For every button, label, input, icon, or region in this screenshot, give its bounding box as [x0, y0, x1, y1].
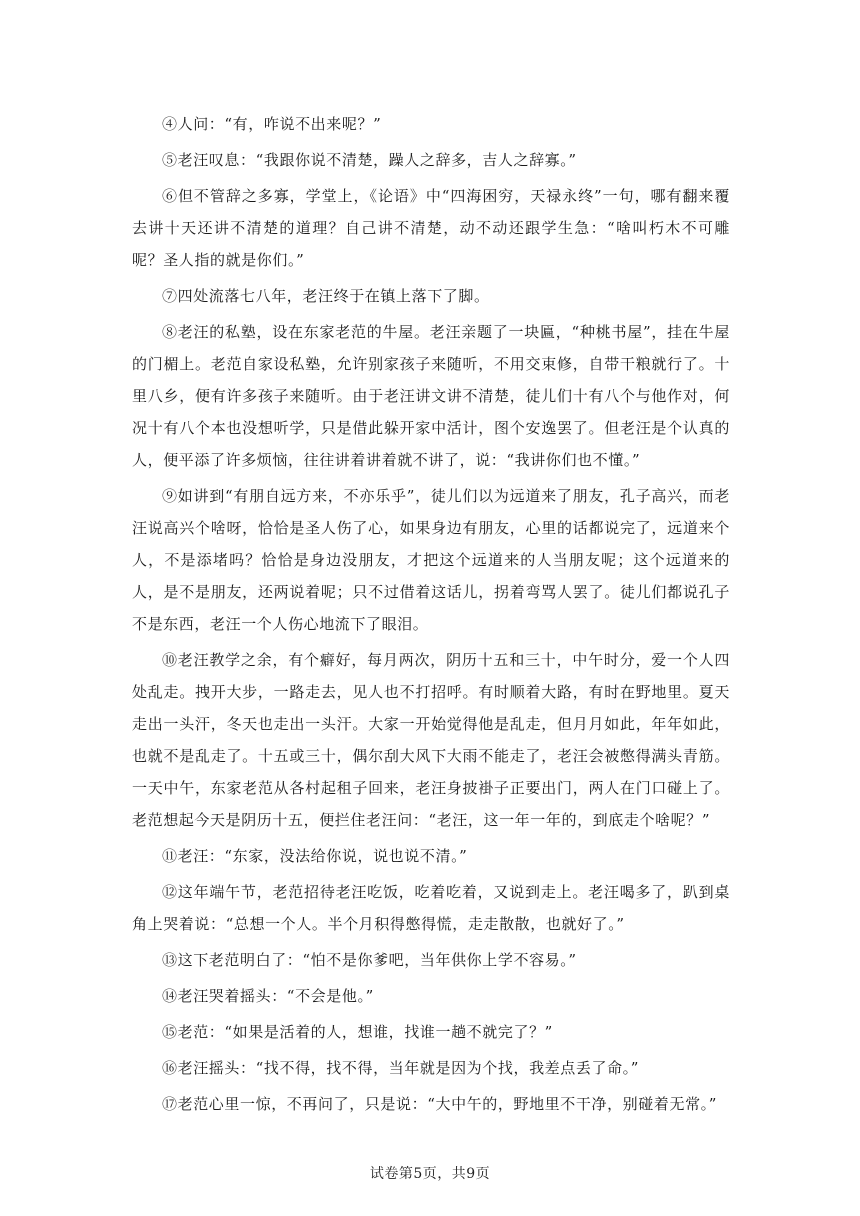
- paragraph-11: ⑪老汪：“东家，没法给你说，说也说不清。”: [162, 847, 468, 865]
- paragraph-17: ⑰老范心里一惊，不再问了，只是说：“大中午的，野地里不干净，别碰着无常。”: [162, 1095, 718, 1113]
- paragraph-14: ⑭老汪哭着摇头：“不会是他。”: [162, 987, 374, 1005]
- paragraph-13: ⑬这下老范明白了：“怕不是你爹吧，当年供你上学不容易。”: [162, 951, 577, 969]
- paragraph-10: ⑩老汪教学之余，有个癖好，每月两次，阴历十五和三十，中午时分，爱一个人四处乱走。拽开大步，一路走去，见人也不打招呼。有时顺着大路，有时在野地里。夏天走出一头汗，冬天也走出一头汗。大家一开始觉得他是乱走，但月月如此，年年如此，也就不是乱走了。十五或三十，偶尔刮大风下大雨不能走了，老汪会被憋得满头青筋。一天中午，东家老范从各村起租子回来，老汪身披褂子正要出门，两人在门口碰上了。老范想起今天是阴历十五，便拦住老汪问：“老汪，这一年一年的，到底走个啥呢？”: [132, 651, 730, 829]
- paragraph-5: ⑤老汪叹息：“我跟你说不清楚，躁人之辞多，吉人之辞寡。”: [162, 151, 577, 169]
- page-footer: 试卷第5页，共9页: [369, 1166, 491, 1182]
- paragraph-7: ⑦四处流落七八年，老汪终于在镇上落下了脚。: [162, 287, 490, 305]
- paragraph-4: ④人问：“有，咋说不出来呢？”: [162, 115, 382, 133]
- paragraph-16: ⑯老汪摇头：“找不得，找不得，当年就是因为个找，我差点丢了命。”: [162, 1059, 640, 1077]
- paragraph-9: ⑨如讲到“有朋自远方来，不亦乐乎”，徒儿们以为远道来了朋友，孔子高兴，而老汪说高兴个啥呀，恰恰是圣人伤了心，如果身边有朋友，心里的话都说完了，远道来个人，不是添堵吗？恰恰是身边没朋友，才把这个远道来的人当朋友呢；这个远道来的人，是不是朋友，还两说着呢；只不过借着这话儿，拐着弯骂人罢了。徒儿们都说孔子不是东西，老汪一个人伤心地流下了眼泪。: [132, 487, 730, 633]
- paragraph-8: ⑧老汪的私塾，设在东家老范的牛屋。老汪亲题了一块匾，“种桃书屋”，挂在牛屋的门楣上。老范自家设私塾，允许别家孩子来随听，不用交束修，自带干粮就行了。十里八乡，便有许多孩子来随听。由于老汪讲文讲不清楚，徒儿们十有八个与他作对，何况十有八个本也没想听学，只是借此躲开家中活计，图个安逸罢了。但老汪是个认真的人，便平添了许多烦恼，往往讲着讲着就不讲了，说：“我讲你们也不懂。”: [132, 323, 730, 469]
- paragraph-12: ⑫这年端午节，老范招待老汪吃饭，吃着吃着，又说到走上。老汪喝多了，趴到桌角上哭着说：“总想一个人。半个月积得憋得慌，走走散散，也就好了。”: [132, 883, 730, 933]
- article-body: [132, 108, 730, 1124]
- paragraph-6: ⑥但不管辞之多寡，学堂上，《论语》中“四海困穷，天禄永终”一句，哪有翻来覆去讲十天还讲不清楚的道理？自己讲不清楚，动不动还跟学生急：“啥叫朽木不可雕呢？圣人指的就是你们。”: [132, 187, 730, 269]
- paragraph-15: ⑮老范：“如果是活着的人，想谁，找谁一趟不就完了？”: [162, 1023, 553, 1041]
